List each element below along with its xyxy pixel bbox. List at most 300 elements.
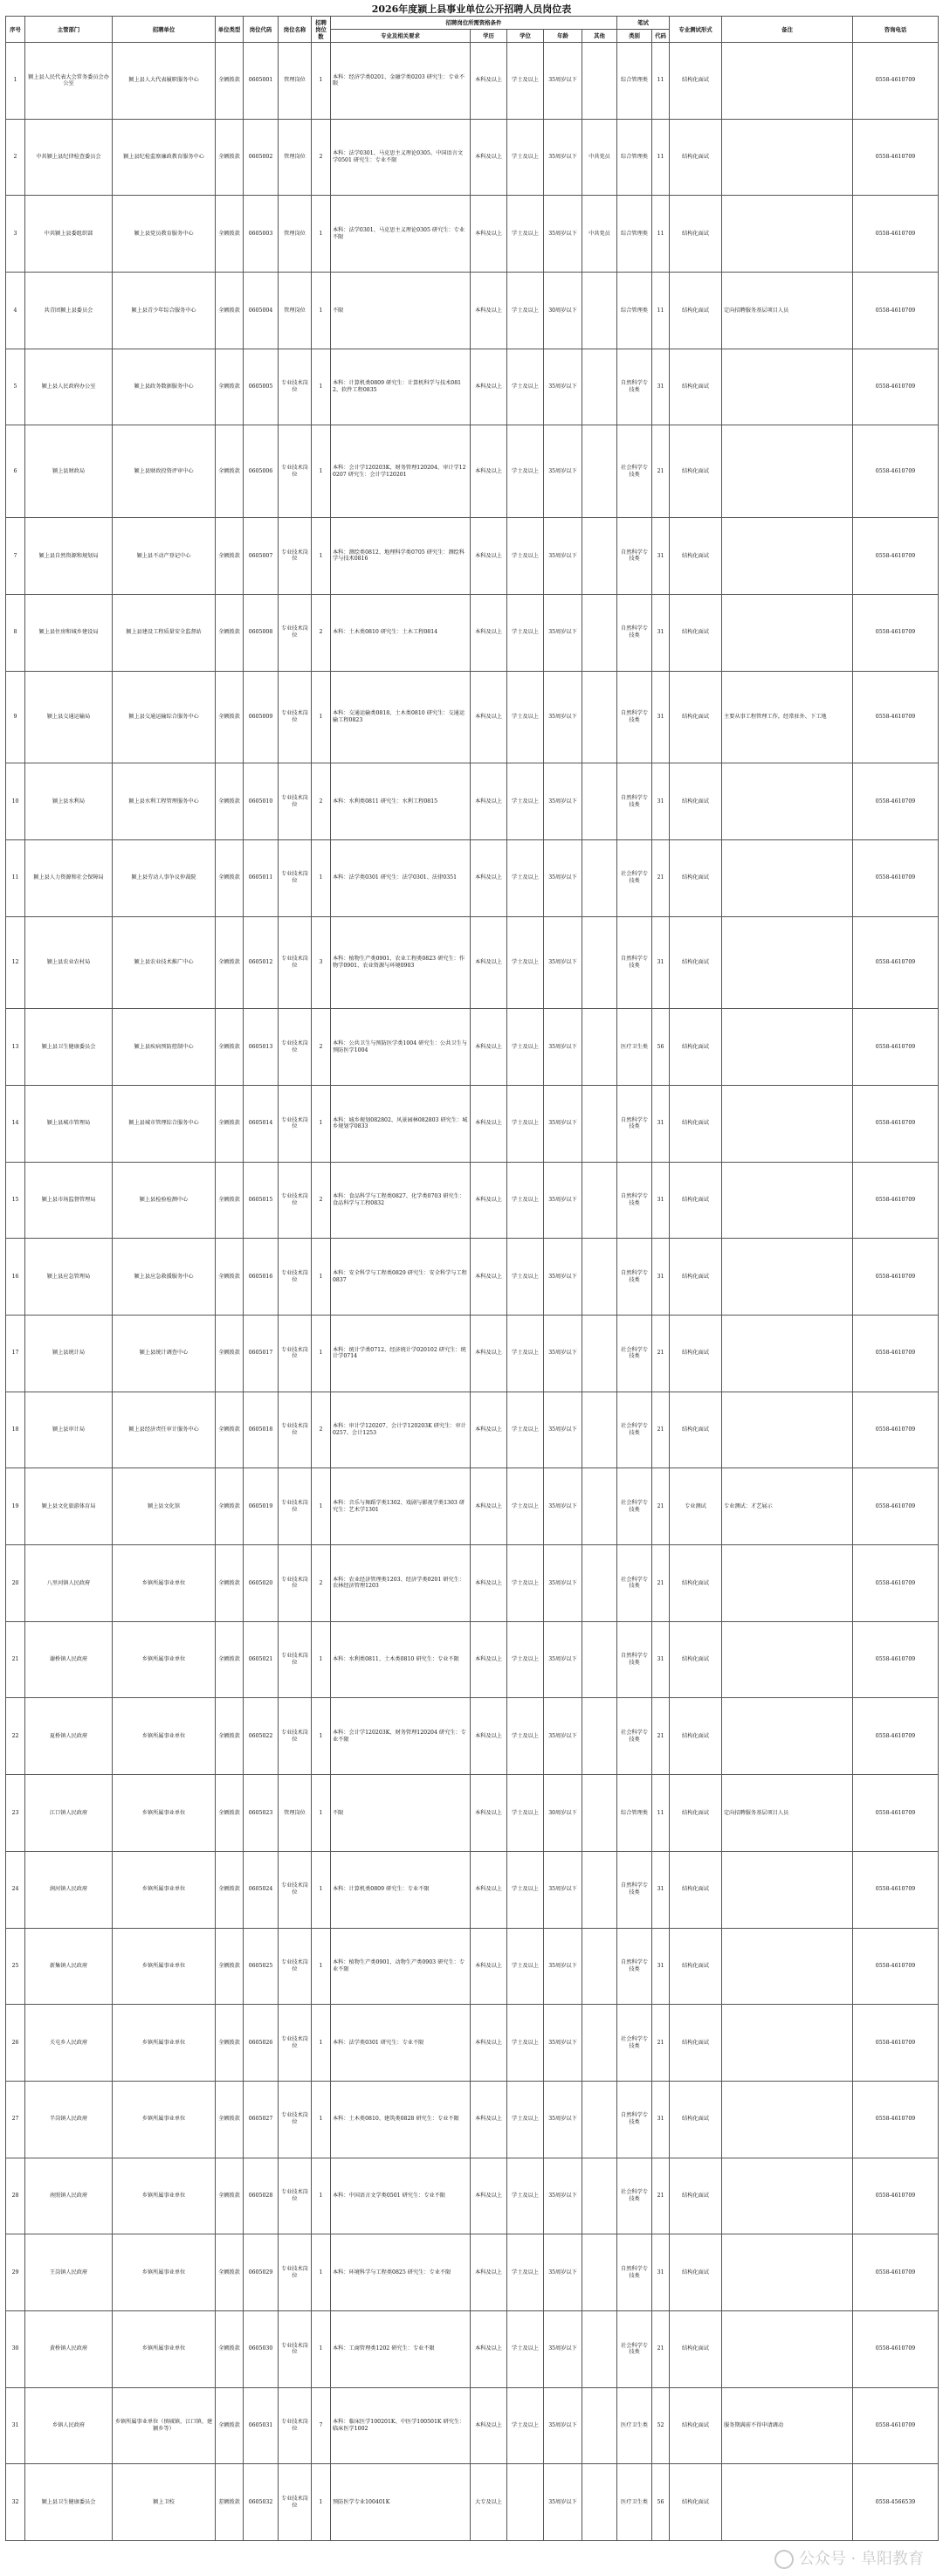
row-seq: 28 (6, 2158, 25, 2234)
row-unit-type: 全额拨款 (216, 2310, 244, 2387)
row-seq: 3 (6, 196, 25, 273)
table-row (6, 1698, 939, 1775)
table-body (6, 43, 939, 2541)
row-seq: 24 (6, 1851, 25, 1928)
row-dept: 江口镇人民政府 (25, 1775, 113, 1852)
row-dept: 乡镇人民政府 (25, 2387, 113, 2464)
row-pos-name: 专业技术岗位 (279, 518, 312, 595)
row-count: 2 (312, 594, 331, 671)
row-dept: 润河镇人民政府 (25, 1851, 113, 1928)
row-seq: 32 (6, 2464, 25, 2541)
row-dept: 颍上县人民代表大会常务委员会办公室 (25, 43, 113, 120)
row-seq: 7 (6, 518, 25, 595)
row-phone: 0558-4610709 (853, 349, 939, 425)
row-edu: 本科及以上 (471, 43, 507, 120)
row-edu: 本科及以上 (471, 518, 507, 595)
row-other (582, 2310, 617, 2387)
row-exam-type: 自然科学专技类 (617, 1085, 652, 1162)
row-note (722, 1162, 853, 1239)
row-major: 本科：交通运输类0818、土木类0810 研究生：交通运输工程0823 (331, 671, 471, 763)
row-pos-name: 专业技术岗位 (279, 1316, 312, 1392)
row-phone: 0558-4610709 (853, 425, 939, 518)
row-method: 结构化面试 (670, 2158, 722, 2234)
row-unit: 乡镇所属事业单位 (113, 1928, 216, 2005)
row-method: 结构化面试 (670, 273, 722, 349)
table-row (6, 2081, 939, 2158)
row-exam-type: 社会科学专技类 (617, 1316, 652, 1392)
row-dept: 中共颍上县委组织部 (25, 196, 113, 273)
row-dept: 谢桥镇人民政府 (25, 1621, 113, 1698)
row-count: 1 (312, 671, 331, 763)
table-row (6, 196, 939, 273)
row-unit-type: 全额拨款 (216, 2081, 244, 2158)
table-row (6, 425, 939, 518)
row-exam-type: 社会科学专技类 (617, 1545, 652, 1622)
row-pos-name: 专业技术岗位 (279, 2158, 312, 2234)
row-age: 35周岁以下 (544, 1009, 582, 1086)
row-exam-code: 52 (652, 2387, 670, 2464)
table-row (6, 1775, 939, 1852)
header-exam-title: 笔试 (617, 17, 670, 30)
row-edu: 本科及以上 (471, 2158, 507, 2234)
row-phone: 0558-4610709 (853, 1468, 939, 1545)
row-unit-type: 全额拨款 (216, 43, 244, 120)
table-row (6, 1545, 939, 1622)
row-seq: 21 (6, 1621, 25, 1698)
row-degree: 学士及以上 (507, 1698, 544, 1775)
row-age: 35周岁以下 (544, 1085, 582, 1162)
row-note (722, 43, 853, 120)
row-dept: 颍上县交通运输局 (25, 671, 113, 763)
row-unit: 颍上县应急救援服务中心 (113, 1239, 216, 1316)
row-pos-code: 0605009 (244, 671, 279, 763)
row-exam-code: 31 (652, 671, 670, 763)
row-seq: 17 (6, 1316, 25, 1392)
row-phone: 0558-4610709 (853, 1085, 939, 1162)
row-age: 35周岁以下 (544, 1928, 582, 2005)
row-degree: 学士及以上 (507, 349, 544, 425)
row-other (582, 1009, 617, 1086)
row-phone: 0558-4610709 (853, 916, 939, 1009)
row-edu: 本科及以上 (471, 425, 507, 518)
row-pos-name: 专业技术岗位 (279, 594, 312, 671)
row-method: 结构化面试 (670, 1162, 722, 1239)
row-method: 结构化面试 (670, 1392, 722, 1468)
row-phone: 0558-4610709 (853, 2387, 939, 2464)
row-count: 1 (312, 518, 331, 595)
row-other (582, 1316, 617, 1392)
row-pos-code: 0605027 (244, 2081, 279, 2158)
row-method: 结构化面试 (670, 2081, 722, 2158)
row-pos-code: 0605026 (244, 2005, 279, 2082)
row-pos-name: 专业技术岗位 (279, 2081, 312, 2158)
row-dept: 颍上县城市管理局 (25, 1085, 113, 1162)
row-unit-type: 全额拨款 (216, 594, 244, 671)
row-note (722, 119, 853, 196)
row-pos-code: 0605008 (244, 594, 279, 671)
row-other (582, 2158, 617, 2234)
row-unit: 颍上县农业技术推广中心 (113, 916, 216, 1009)
row-method: 结构化面试 (670, 2387, 722, 2464)
row-degree: 学士及以上 (507, 1545, 544, 1622)
row-edu: 本科及以上 (471, 1392, 507, 1468)
row-degree: 学士及以上 (507, 594, 544, 671)
row-unit: 颍上县不动产登记中心 (113, 518, 216, 595)
row-pos-code: 0605004 (244, 273, 279, 349)
row-edu: 本科及以上 (471, 2081, 507, 2158)
row-unit-type: 全额拨款 (216, 839, 244, 916)
row-count: 1 (312, 349, 331, 425)
row-other (582, 349, 617, 425)
row-seq: 5 (6, 349, 25, 425)
row-exam-type: 综合管理类 (617, 196, 652, 273)
row-pos-name: 专业技术岗位 (279, 1392, 312, 1468)
row-exam-code: 31 (652, 916, 670, 1009)
row-edu: 大专及以上 (471, 2464, 507, 2541)
row-pos-code: 0605020 (244, 1545, 279, 1622)
row-count: 1 (312, 2158, 331, 2234)
header-count: 招聘岗位数 (312, 17, 331, 43)
row-exam-code: 21 (652, 839, 670, 916)
row-dept: 颍上县应急管理局 (25, 1239, 113, 1316)
row-count: 1 (312, 43, 331, 120)
row-pos-code: 0605030 (244, 2310, 279, 2387)
row-count: 2 (312, 1545, 331, 1622)
row-major: 本科：工商管理类1202 研究生：专业不限 (331, 2310, 471, 2387)
row-dept: 颍上县审计局 (25, 1392, 113, 1468)
row-phone: 0558-4610709 (853, 594, 939, 671)
table-row (6, 2005, 939, 2082)
row-pos-name: 专业技术岗位 (279, 1009, 312, 1086)
row-age: 35周岁以下 (544, 1162, 582, 1239)
table-header (6, 17, 939, 43)
row-age: 35周岁以下 (544, 349, 582, 425)
row-unit-type: 全额拨款 (216, 2387, 244, 2464)
row-pos-name: 专业技术岗位 (279, 2387, 312, 2464)
row-unit: 颍上县财政投资评审中心 (113, 425, 216, 518)
row-method: 结构化面试 (670, 1775, 722, 1852)
row-major: 不限 (331, 1775, 471, 1852)
row-edu: 本科及以上 (471, 2234, 507, 2311)
row-unit-type: 全额拨款 (216, 1928, 244, 2005)
row-exam-type: 自然科学专技类 (617, 1162, 652, 1239)
row-unit: 颍上县人大代表履职服务中心 (113, 43, 216, 120)
row-exam-code: 21 (652, 1545, 670, 1622)
row-major: 本科：计算机类0809 研究生：计算机科学与技术0812、软件工程0835 (331, 349, 471, 425)
row-phone: 0558-4610709 (853, 763, 939, 840)
row-exam-code: 21 (652, 1698, 670, 1775)
row-edu: 本科及以上 (471, 763, 507, 840)
row-edu: 本科及以上 (471, 671, 507, 763)
row-phone: 0558-4610709 (853, 1239, 939, 1316)
row-age: 35周岁以下 (544, 2234, 582, 2311)
row-note (722, 1545, 853, 1622)
row-method: 结构化面试 (670, 1316, 722, 1392)
row-degree: 学士及以上 (507, 2234, 544, 2311)
header-seq: 序号 (6, 17, 25, 43)
row-unit-type: 全额拨款 (216, 425, 244, 518)
header-dept: 主管部门 (25, 17, 113, 43)
row-exam-type: 综合管理类 (617, 273, 652, 349)
row-pos-name: 管理岗位 (279, 1775, 312, 1852)
row-major: 本科：水利类0811、土木类0810 研究生：专业不限 (331, 1621, 471, 1698)
row-exam-code: 31 (652, 1239, 670, 1316)
row-other (582, 763, 617, 840)
row-edu: 本科及以上 (471, 1009, 507, 1086)
row-dept: 颍上县水利局 (25, 763, 113, 840)
row-note (722, 2234, 853, 2311)
row-other (582, 1775, 617, 1852)
row-major: 本科：土木类0810 研究生：土木工程0814 (331, 594, 471, 671)
row-major: 本科：城乡规划082802、风景园林082803 研究生：城乡规划学0833 (331, 1085, 471, 1162)
row-exam-code: 31 (652, 1621, 670, 1698)
row-method: 结构化面试 (670, 1545, 722, 1622)
row-exam-type: 社会科学专技类 (617, 1392, 652, 1468)
row-note (722, 1698, 853, 1775)
row-seq: 16 (6, 1239, 25, 1316)
row-age: 35周岁以下 (544, 839, 582, 916)
row-unit: 乡镇所属事业单位 (113, 2081, 216, 2158)
row-pos-code: 0605029 (244, 2234, 279, 2311)
row-method: 结构化面试 (670, 2310, 722, 2387)
row-other (582, 916, 617, 1009)
row-degree: 学士及以上 (507, 2387, 544, 2464)
row-pos-name: 专业技术岗位 (279, 1162, 312, 1239)
row-note (722, 1851, 853, 1928)
row-edu: 本科及以上 (471, 594, 507, 671)
row-note: 定向招聘服务基层项目人员 (722, 1775, 853, 1852)
row-pos-name: 管理岗位 (279, 196, 312, 273)
row-exam-type: 自然科学专技类 (617, 2234, 652, 2311)
row-note (722, 1316, 853, 1392)
row-method: 结构化面试 (670, 1928, 722, 2005)
row-phone: 0558-4610709 (853, 1162, 939, 1239)
row-unit: 颍上县检验检测中心 (113, 1162, 216, 1239)
row-age: 35周岁以下 (544, 425, 582, 518)
row-pos-name: 管理岗位 (279, 119, 312, 196)
row-unit-type: 全额拨款 (216, 1775, 244, 1852)
row-age: 35周岁以下 (544, 196, 582, 273)
row-exam-code: 56 (652, 1009, 670, 1086)
row-unit-type: 差额拨款 (216, 2464, 244, 2541)
row-pos-name: 管理岗位 (279, 273, 312, 349)
row-age: 35周岁以下 (544, 2310, 582, 2387)
row-note (722, 839, 853, 916)
row-degree: 学士及以上 (507, 1621, 544, 1698)
row-phone: 0558-4610709 (853, 518, 939, 595)
row-major: 本科：经济学类0201、金融学类0203 研究生：专业不限 (331, 43, 471, 120)
row-exam-code: 31 (652, 2081, 670, 2158)
row-unit-type: 全额拨款 (216, 1162, 244, 1239)
row-degree: 学士及以上 (507, 1085, 544, 1162)
row-seq: 9 (6, 671, 25, 763)
row-pos-name: 专业技术岗位 (279, 2310, 312, 2387)
row-unit-type: 全额拨款 (216, 196, 244, 273)
row-degree: 学士及以上 (507, 2310, 544, 2387)
row-pos-name: 专业技术岗位 (279, 2005, 312, 2082)
table-row (6, 273, 939, 349)
row-dept: 王岗镇人民政府 (25, 2234, 113, 2311)
row-method: 结构化面试 (670, 1085, 722, 1162)
row-method: 专业测试 (670, 1468, 722, 1545)
row-unit-type: 全额拨款 (216, 763, 244, 840)
table-row (6, 1162, 939, 1239)
row-unit: 颍上县城市管理综合服务中心 (113, 1085, 216, 1162)
row-note (722, 1085, 853, 1162)
row-degree: 学士及以上 (507, 839, 544, 916)
row-unit: 乡镇所属事业单位（慎城镇、江口镇、建颍乡等） (113, 2387, 216, 2464)
row-method: 结构化面试 (670, 1698, 722, 1775)
row-edu: 本科及以上 (471, 273, 507, 349)
row-other (582, 1162, 617, 1239)
row-major: 本科：测绘类0812、地理科学类0705 研究生：测绘科学与技术0816 (331, 518, 471, 595)
row-phone: 0558-4610709 (853, 1698, 939, 1775)
row-method: 结构化面试 (670, 671, 722, 763)
table-row (6, 1316, 939, 1392)
row-edu: 本科及以上 (471, 1316, 507, 1392)
row-exam-code: 31 (652, 1851, 670, 1928)
table-row (6, 594, 939, 671)
header-pos-name: 岗位名称 (279, 17, 312, 43)
row-exam-type: 社会科学专技类 (617, 425, 652, 518)
row-degree (507, 2464, 544, 2541)
row-unit: 颍上卫校 (113, 2464, 216, 2541)
row-pos-name: 专业技术岗位 (279, 349, 312, 425)
row-unit: 乡镇所属事业单位 (113, 1698, 216, 1775)
row-count: 2 (312, 763, 331, 840)
row-other (582, 1928, 617, 2005)
row-count: 1 (312, 425, 331, 518)
header-other: 其他 (582, 30, 617, 43)
row-pos-code: 0605024 (244, 1851, 279, 1928)
row-major: 本科：植物生产类0901、动物生产类0903 研究生：专业不限 (331, 1928, 471, 2005)
row-pos-name: 专业技术岗位 (279, 671, 312, 763)
row-count: 1 (312, 1468, 331, 1545)
row-exam-code: 11 (652, 119, 670, 196)
header-exam-type: 类别 (617, 30, 652, 43)
row-count: 1 (312, 1775, 331, 1852)
row-method: 结构化面试 (670, 763, 722, 840)
row-age: 35周岁以下 (544, 2464, 582, 2541)
row-other: 中共党员 (582, 119, 617, 196)
row-note (722, 2310, 853, 2387)
row-pos-code: 0605028 (244, 2158, 279, 2234)
row-count: 1 (312, 2310, 331, 2387)
row-exam-code: 11 (652, 273, 670, 349)
row-pos-code: 0605015 (244, 1162, 279, 1239)
row-edu: 本科及以上 (471, 916, 507, 1009)
row-method: 结构化面试 (670, 839, 722, 916)
row-degree: 学士及以上 (507, 2158, 544, 2234)
row-dept: 关屯乡人民政府 (25, 2005, 113, 2082)
row-age: 35周岁以下 (544, 1392, 582, 1468)
row-other (582, 1621, 617, 1698)
row-dept: 半岗镇人民政府 (25, 2081, 113, 2158)
row-degree: 学士及以上 (507, 1928, 544, 2005)
row-age: 35周岁以下 (544, 1698, 582, 1775)
row-major: 不限 (331, 273, 471, 349)
row-other (582, 1392, 617, 1468)
row-other (582, 1545, 617, 1622)
row-note (722, 763, 853, 840)
row-exam-type: 自然科学专技类 (617, 1851, 652, 1928)
row-other (582, 839, 617, 916)
row-method: 结构化面试 (670, 119, 722, 196)
row-degree: 学士及以上 (507, 1316, 544, 1392)
row-age: 35周岁以下 (544, 594, 582, 671)
row-major: 本科：会计学120203K、财务管理120204、审计学120207 研究生：会计学120201 (331, 425, 471, 518)
row-pos-name: 专业技术岗位 (279, 839, 312, 916)
row-unit-type: 全额拨款 (216, 671, 244, 763)
row-unit: 颍上县纪检监察廉政教育服务中心 (113, 119, 216, 196)
row-dept: 颍上县卫生健康委员会 (25, 1009, 113, 1086)
page-title: 2026年度颍上县事业单位公开招聘人员岗位表 (371, 3, 572, 15)
row-age: 35周岁以下 (544, 43, 582, 120)
row-phone: 0558-4610709 (853, 1392, 939, 1468)
row-pos-code: 0605031 (244, 2387, 279, 2464)
row-pos-name: 专业技术岗位 (279, 1085, 312, 1162)
row-edu: 本科及以上 (471, 196, 507, 273)
row-method: 结构化面试 (670, 1009, 722, 1086)
row-exam-type: 自然科学专技类 (617, 763, 652, 840)
row-seq: 30 (6, 2310, 25, 2387)
table-row (6, 1928, 939, 2005)
row-unit-type: 全额拨款 (216, 1239, 244, 1316)
row-exam-type: 自然科学专技类 (617, 671, 652, 763)
row-degree: 学士及以上 (507, 916, 544, 1009)
row-major: 本科：农业经济管理类1203、经济学类0201 研究生：农林经济管理1203 (331, 1545, 471, 1622)
row-dept: 颍上县人民政府办公室 (25, 349, 113, 425)
row-pos-code: 0605007 (244, 518, 279, 595)
row-edu: 本科及以上 (471, 1085, 507, 1162)
row-count: 1 (312, 196, 331, 273)
row-major: 本科：食品科学与工程类0827、化学类0703 研究生：食品科学与工程0832 (331, 1162, 471, 1239)
header-phone: 咨询电话 (853, 17, 939, 43)
row-age: 35周岁以下 (544, 2081, 582, 2158)
table-row (6, 2387, 939, 2464)
row-edu: 本科及以上 (471, 1621, 507, 1698)
table-row (6, 2158, 939, 2234)
row-edu: 本科及以上 (471, 2310, 507, 2387)
row-dept: 黄桥镇人民政府 (25, 2310, 113, 2387)
row-other (582, 1851, 617, 1928)
row-other (582, 1698, 617, 1775)
row-exam-code: 31 (652, 763, 670, 840)
row-note (722, 594, 853, 671)
row-unit: 乡镇所属事业单位 (113, 1851, 216, 1928)
table-row (6, 1468, 939, 1545)
row-count: 1 (312, 1851, 331, 1928)
row-age: 35周岁以下 (544, 1545, 582, 1622)
row-count: 1 (312, 1316, 331, 1392)
table-row (6, 839, 939, 916)
row-seq: 2 (6, 119, 25, 196)
row-count: 1 (312, 2234, 331, 2311)
row-count: 1 (312, 1928, 331, 2005)
row-unit: 颍上县经济责任审计服务中心 (113, 1392, 216, 1468)
row-exam-code: 21 (652, 1392, 670, 1468)
header-note: 备注 (722, 17, 853, 43)
table-row (6, 1851, 939, 1928)
row-dept: 夏桥镇人民政府 (25, 1698, 113, 1775)
row-seq: 4 (6, 273, 25, 349)
row-note (722, 2005, 853, 2082)
row-phone: 0558-4610709 (853, 2234, 939, 2311)
row-major: 本科：音乐与舞蹈学类1302、戏剧与影视学类1303 研究生：艺术学1301 (331, 1468, 471, 1545)
row-unit: 颍上县文化馆 (113, 1468, 216, 1545)
row-seq: 1 (6, 43, 25, 120)
row-degree: 学士及以上 (507, 43, 544, 120)
